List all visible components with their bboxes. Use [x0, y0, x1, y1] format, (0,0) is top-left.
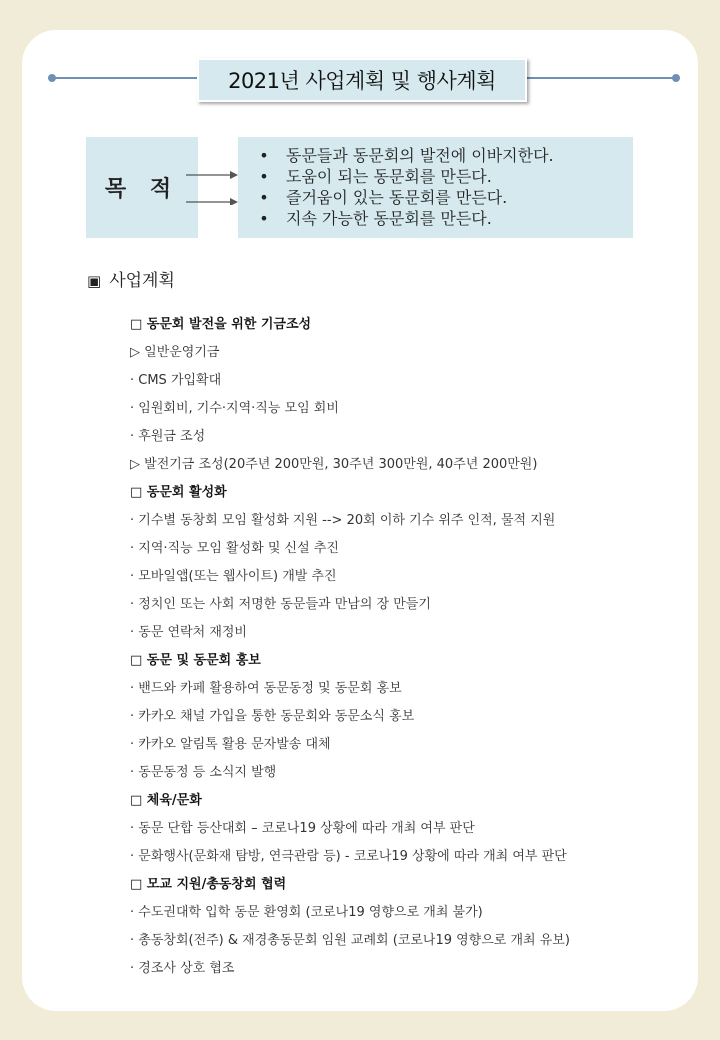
plan-item: · 수도권대학 입학 동문 환영회 (코로나19 영향으로 개최 불가)	[130, 905, 483, 920]
plan-item: · 동문동정 등 소식지 발행	[130, 765, 277, 780]
plan-item: · 카카오 채널 가입을 통한 동문회와 동문소식 홍보	[130, 709, 415, 724]
plan-item: · 후원금 조성	[130, 429, 206, 444]
purpose-item-text: 도움이 되는 동문회를 만든다.	[286, 167, 492, 186]
bullet-icon: •	[259, 209, 269, 228]
plan-item: · 총동창회(전주) & 재경총동문회 임원 교례회 (코로나19 영향으로 개최 유보)	[130, 933, 570, 948]
section-marker: ▣	[87, 272, 102, 290]
purpose-item	[238, 187, 633, 208]
plan-item: · 문화행사(문화재 탐방, 연극관람 등) - 코로나19 상황에 따라 개최 여부 판단	[130, 849, 567, 864]
plan-item: · 정치인 또는 사회 저명한 동문들과 만남의 장 만들기	[130, 597, 431, 612]
purpose-list	[238, 137, 633, 238]
plan-item: · 임원회비, 기수·지역·직능 모임 회비	[130, 401, 339, 416]
plan-item: · 모바일앱(또는 웹사이트) 개발 추진	[130, 569, 337, 584]
section-title: 사업계획	[109, 271, 175, 291]
bullet-icon: •	[259, 167, 269, 186]
title-line-left	[52, 77, 202, 79]
purpose-item-text: 동문들과 동문회의 발전에 이바지한다.	[286, 146, 554, 165]
section-header	[87, 266, 175, 291]
purpose-item	[238, 166, 633, 187]
purpose-item-text: 지속 가능한 동문회를 만든다.	[286, 209, 492, 228]
plan-item: · CMS 가입확대	[130, 373, 222, 388]
business-plan-list	[130, 311, 690, 983]
bullet-icon: •	[259, 188, 269, 207]
purpose-arrows	[186, 165, 240, 205]
page-title: 2021년 사업계획 및 행사계획	[197, 58, 527, 102]
plan-item: · 밴드와 카페 활용하여 동문동정 및 동문회 홍보	[130, 681, 402, 696]
plan-category-heading: □ 체육/문화	[130, 793, 202, 808]
plan-category-heading: □ 모교 지원/총동창회 협력	[130, 877, 287, 892]
plan-item: · 카카오 알림톡 활용 문자발송 대체	[130, 737, 331, 752]
plan-item: ▷ 일반운영기금	[130, 345, 220, 360]
bullet-icon: •	[259, 146, 269, 165]
purpose-item	[238, 145, 633, 166]
plan-item: · 지역·직능 모임 활성화 및 신설 추진	[130, 541, 339, 556]
purpose-item	[238, 208, 633, 229]
title-line-right	[522, 77, 676, 79]
purpose-item-text: 즐거움이 있는 동문회를 만든다.	[286, 188, 508, 207]
plan-item: · 동문 연락처 재정비	[130, 625, 247, 640]
purpose-label: 목 적	[86, 137, 198, 238]
plan-category-heading: □ 동문회 발전을 위한 기금조성	[130, 317, 312, 332]
plan-item: · 동문 단합 등산대회 – 코로나19 상황에 따라 개최 여부 판단	[130, 821, 475, 836]
plan-item: ▷ 발전기금 조성(20주년 200만원, 30주년 300만원, 40주년 200만원)	[130, 457, 538, 472]
plan-category-heading: □ 동문 및 동문회 홍보	[130, 653, 261, 668]
plan-category-heading: □ 동문회 활성화	[130, 485, 227, 500]
plan-item: · 경조사 상호 협조	[130, 961, 235, 976]
title-line-right-dot	[672, 74, 680, 82]
plan-item: · 기수별 동창회 모임 활성화 지원 --> 20회 이하 기수 위주 인적, 물적 지원	[130, 513, 556, 528]
